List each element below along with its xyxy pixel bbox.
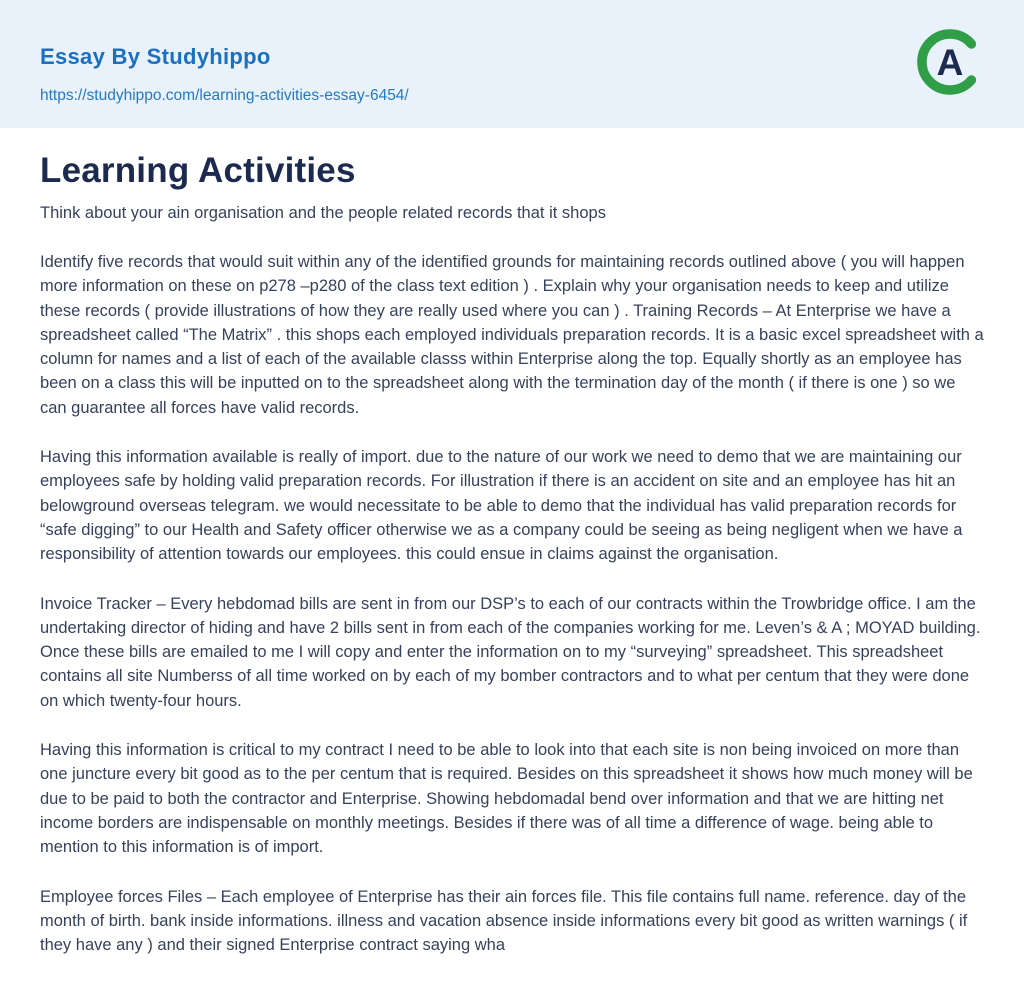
paragraph: Identify five records that would suit within any of the identified grounds for maintaining records outlined above ( you will happen more information on these on p278 –p280 of the class text edition ) . Explain why your organisation needs to keep and utilize these records ( provide illustrations of how they are really used where you can ) . Training Records – At Enterprise we have a spreadsheet called “The Matrix” . this shops each employed individuals preparation records. It is a basic excel spreadsheet with a column for names and a list of each of the available classs within Enterprise along the top. Equally shortly as an employee has been on a class this will be inputted on to the spreadsheet along with the termination day of the month ( if there is one ) so we can guarantee all forces have valid records. <box>40 253 984 417</box>
paragraph: Employee forces Files – Each employee of Enterprise has their ain forces file. This file contains full name. reference. day of the month of birth. bank inside informations. illness and vacation absence inside informations every bit good as written warnings ( if they have any ) and their signed Enterprise contract saying wha <box>40 887 968 955</box>
page-header <box>0 0 1024 128</box>
logo-letter: A <box>936 42 964 83</box>
paragraphs <box>40 250 984 957</box>
paragraph: Invoice Tracker – Every hebdomad bills are sent in from our DSP’s to each of our contracts within the Trowbridge office. I am the undertaking director of hiding and have 2 bills sent in from each of the companies working for me. Leven’s & A ; MOYAD building. Once these bills are emailed to me I will copy and enter the information on to my “surveying” spreadsheet. This spreadsheet contains all site Numberss of all time worked on by each of my bomber contractors and to what per centum that they were done on which twenty-four hours. <box>40 594 981 710</box>
site-label: Essay By Studyhippo <box>40 44 271 69</box>
article-subtitle: Think about your ain organisation and the people related records that it shops <box>40 204 606 222</box>
source-url-link[interactable]: https://studyhippo.com/learning-activities-essay-6454/ <box>40 87 409 104</box>
paragraph: Having this information is critical to my contract I need to be able to look into that each site is non being invoiced on more than one juncture every bit good as to the per centum that is required. Besides on this spreadsheet it shows how much money will be due to be paid to both the contractor and Enterprise. Showing hebdomadal bend over information and that we are hitting net income borders are indispensable on monthly meetings. Besides if there was of all time a difference of wage. being able to mention to this information is of import. <box>40 741 973 857</box>
article <box>0 128 1024 957</box>
studyhippo-logo-icon <box>915 27 985 97</box>
page-title: Learning Activities <box>40 151 356 190</box>
paragraph: Having this information available is really of import. due to the nature of our work we need to demo that we are maintaining our employees safe by holding valid preparation records. For illustration if there is an accident on site and an employee has hit an belowground overseas telegram. we would necessitate to be able to demo that the individual has valid preparation records for “safe digging” to our Health and Safety officer otherwise we as a company could be seeing as being negligent when we have a responsibility of attention towards our employees. this could ensue in claims against the organisation. <box>40 448 963 564</box>
